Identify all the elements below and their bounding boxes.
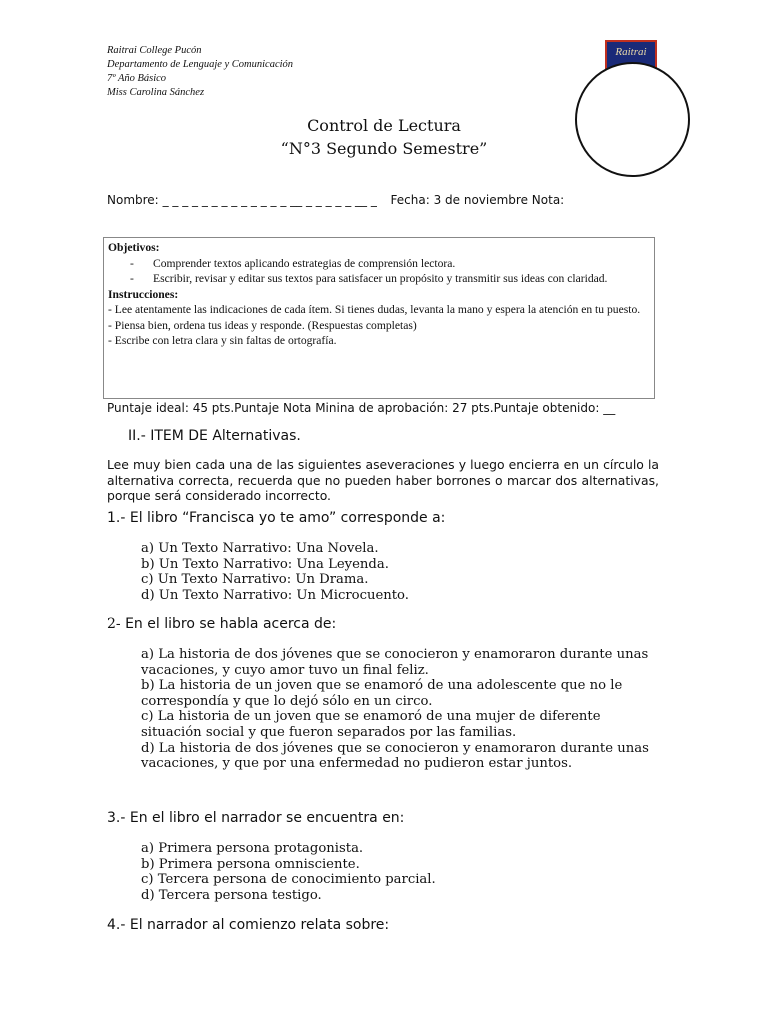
grade-level: 7º Año Básico <box>107 73 167 84</box>
fecha-label: Fecha: <box>390 193 430 207</box>
teacher-name: Miss Carolina Sánchez <box>107 87 205 98</box>
option-b[interactable]: b) Un Texto Narrativo: Una Leyenda. <box>141 556 389 572</box>
intro-paragraph: Lee muy bien cada una de las siguientes aseveraciones y luego encierra en un círculo la alternativa correcta, recuerda que no pueden haber borrones o marcar dos alternativas, porque será considerado incorrecto. <box>107 457 659 503</box>
instruccion-item: - Escribe con letra clara y sin faltas de ortografía. <box>108 334 337 347</box>
nota-label: Nota: <box>531 193 565 207</box>
nombre-label: Nombre: <box>107 193 159 207</box>
instrucciones-label: Instrucciones: <box>108 287 179 301</box>
school-name: Raitrai College Pucón <box>107 45 202 56</box>
nombre-field[interactable]: _ _ _ _ _ _ _ _ _ _ _ _ _ __ _ _ _ _ _ __ _ <box>162 193 377 207</box>
question-1-options <box>141 541 661 603</box>
section-title: II.- ITEM DE Alternativas. <box>128 428 301 444</box>
fecha-value: 3 de noviembre <box>433 193 528 207</box>
puntaje-line: Puntaje ideal: 45 pts.Puntaje Nota Minina de aprobación: 27 pts.Puntaje obtenido: __ <box>107 401 616 415</box>
option-b[interactable]: b) Primera persona omnisciente. <box>141 856 360 872</box>
question-2-label: En el libro se habla acerca de: <box>120 616 337 632</box>
option-a[interactable]: a) Un Texto Narrativo: Una Novela. <box>141 541 379 556</box>
instruccion-item: - Lee atentamente las indicaciones de cada ítem. Si tienes dudas, levanta la mano y espera la atención en tu puesto. <box>108 303 641 316</box>
instruccion-item: - Piensa bien, ordena tus ideas y responde. (Respuestas completas) <box>108 318 417 332</box>
question-1: 1.- El libro “Francisca yo te amo” corresponde a: <box>107 510 446 526</box>
option-b[interactable]: b) La historia de un joven que se enamoró de una adolescente que no le correspondía y que lo dejó sólo en un circo. <box>141 678 623 709</box>
instructions-box <box>103 237 655 399</box>
objetivos-label: Objetivos: <box>108 241 160 254</box>
page-subtitle: “N°3 Segundo Semestre” <box>280 139 488 158</box>
question-2-options <box>141 647 661 772</box>
question-2 <box>107 616 336 632</box>
student-line <box>107 193 564 207</box>
logo-text: Raitrai <box>615 46 647 58</box>
objetivo-item: - Comprender textos aplicando estrategias de comprensión lectora. <box>108 256 650 272</box>
option-d[interactable]: d) Un Texto Narrativo: Un Microcuento. <box>141 587 409 603</box>
question-3-options <box>141 841 661 903</box>
option-c[interactable]: c) Un Texto Narrativo: Un Drama. <box>141 572 369 588</box>
option-d[interactable]: d) La historia de dos jóvenes que se conocieron y enamoraron durante unas vacaciones, y que por una enfermedad no pudieron estar juntos. <box>141 740 649 772</box>
option-c[interactable]: c) La historia de un joven que se enamoró de una mujer de diferente situación social y que fueron separados por las familias. <box>141 709 601 740</box>
question-2-number: 2- <box>107 616 121 632</box>
question-4: 4.- El narrador al comienzo relata sobre: <box>107 917 390 933</box>
option-a[interactable]: a) La historia de dos jóvenes que se conocieron y enamoraron durante unas vacaciones, y cuyo amor tuvo un final feliz. <box>141 647 649 678</box>
objetivo-item: - Escribir, revisar y editar sus textos para satisfacer un propósito y transmitir sus ideas con claridad. <box>108 271 650 287</box>
option-c[interactable]: c) Tercera persona de conocimiento parcial. <box>141 872 436 888</box>
page-title: Control de Lectura <box>307 116 461 135</box>
option-a[interactable]: a) Primera persona protagonista. <box>141 841 364 856</box>
department-name: Departamento de Lenguaje y Comunicación <box>107 59 294 70</box>
school-header <box>107 44 293 100</box>
option-d[interactable]: d) Tercera persona testigo. <box>141 887 322 903</box>
question-3: 3.- En el libro el narrador se encuentra en: <box>107 810 405 826</box>
